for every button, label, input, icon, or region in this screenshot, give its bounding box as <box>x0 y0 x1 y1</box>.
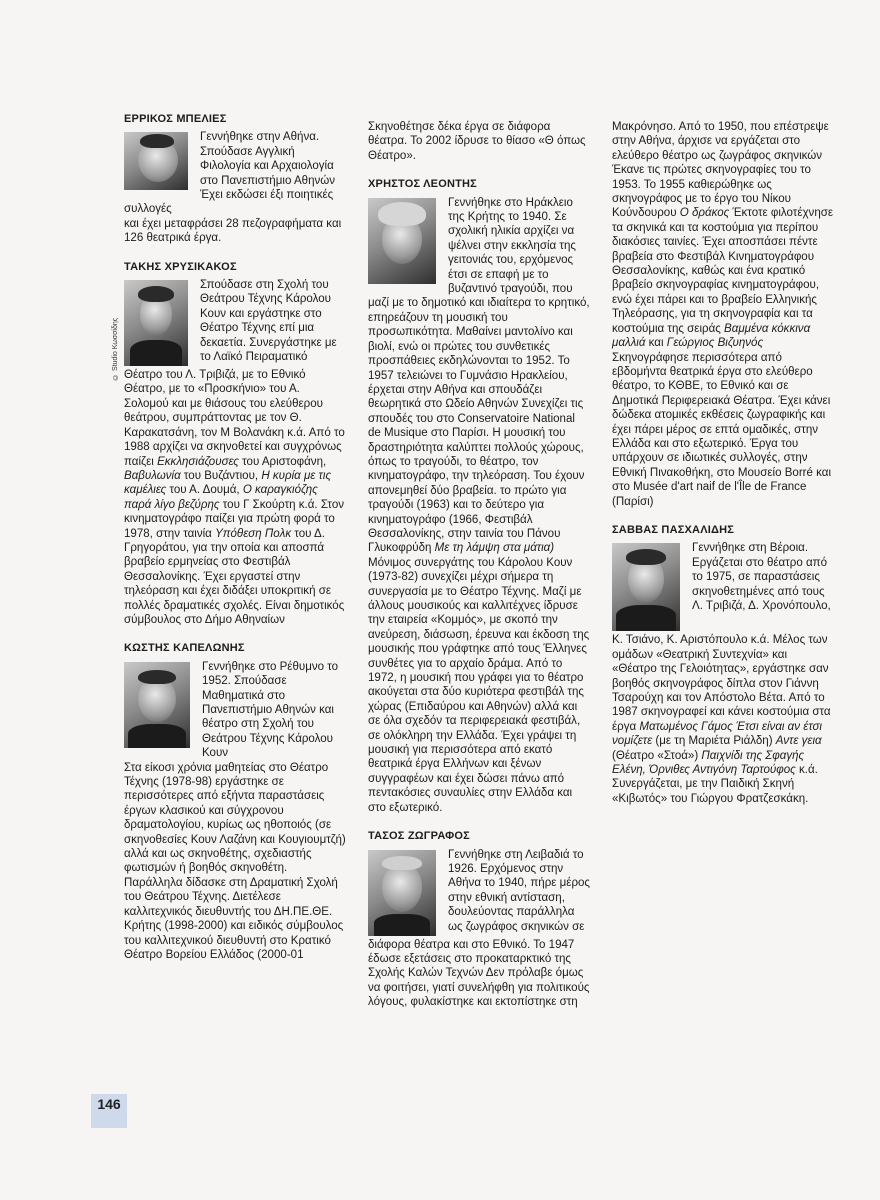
column-1 <box>124 112 346 976</box>
bio-continuation: Μακρόνησο. Από το 1950, που επέστρεψε στην Αθήνα, άρχισε να εργάζεται στο ελεύθερο θέατρο ως ζωγράφος σκηνικών Έκανε τις πρώτες σκηνογραφίες του το 1953. Το 1955 καθιερώθηκε ως σκηνογράφος με το έργο του Νίκου Κούνδουρου Ο δράκος Έκτοτε φιλοτέχνησε τα σκηνικά και τα κοστούμια για περίπου διακόσιες ταινίες. Έχει αποσπάσει πέντε βραβεία στο Φεστιβάλ Κινηματογράφου Θεσσαλονίκης, καθώς και ένα κρατικό βραβείο σκηνογραφίας κινηματογράφου, ενώ έχει πάρει και το βραβείο Ελληνικής Τηλεόρασης, για τη σκηνογραφία και τα κοστούμια της σειράς Βαμμένα κόκκινα μαλλιά και Γεώργιος Βιζυηνός Σκηνογράφησε περισσότερα από εβδομήντα θεατρικά έργα στο ελεύθερο θέατρο, το ΚΘΒΕ, το Εθνικό και σε Δημοτικά Περιφερειακά Θέατρα. Έχει κάνει δώδεκα ατομικές εκθέσεις ζωγραφικής και έχει πάρει μέρος σε επτά ομαδικές, στην Ελλάδα και στο εξωτερικό. Έργα του υπάρχουν σε ιδιωτικές συλλογές, στην Εθνική Πινακοθήκη, στο Μουσείο Borré και στο Musée d'art naif de l'Île de France (Παρίσι) <box>612 121 834 508</box>
bio-errikos-belies: ΕΡΡΙΚΟΣ ΜΠΕΛΙΕΣ Γεννήθηκε στην Αθήνα. Σπούδασε Αγγλική Φιλολογία και Αρχαιολογία στο Πανεπιστήμιο Αθηνών Έχει εκδώσει έξι ποιητικές συλλογές και έχει μεταφράσει 28 πεζογραφήματα και 126 θεατρικά έργα. <box>124 112 346 246</box>
bio-savvas-paschalidis: ΣΑΒΒΑΣ ΠΑΣΧΑΛΙΔΗΣ Γεννήθηκε στη Βέροια. Εργάζεται στο θέατρο από το 1975, σε παραστάσεις σκηνοθετημένες από τους Λ. Τριβιζά, Δ. Χρονόπουλο, Κ. Τσιάνο, Κ. Αριστόπουλο κ.ά. Μέλος των ομάδων «Θεατρική Συντεχνία» και «Θέατρο της Γελοιότητας», εργάστηκε σαν βοηθός σκηνογράφος δίπλα στον Γιάννη Τσαρούχη και τον Απόστολο Βέτα. Από το 1987 σκηνογραφεί και κάνει κοστούμια στα έργα Ματωμένος Γάμος Έτσι είναι αν έτσι νομίζετε (με τη Μαριέτα Ριάλδη) Αντε γεια (Θέατρο «Στοά») Παιχνίδι της Σφαγής Ελένη, Όρνιθες Αντιγόνη Ταρτούφος κ.ά. Συνεργάζεται, με την Παιδική Σκηνή «Κιβωτός» του Γιώργου Φρατζεσκάκη. <box>612 523 834 806</box>
bio-name: ΧΡΗΣΤΟΣ ΛΕΟΝΤΗΣ <box>368 178 477 191</box>
photo-credit: © Studio Κωσσίδης <box>112 317 119 380</box>
portrait-photo <box>124 132 188 190</box>
bio-continuation: Σκηνοθέτησε δέκα έργα σε διάφορα θέατρα. Το 2002 ίδρυσε το θίασο «Θ όπως Θέατρο». <box>368 121 586 162</box>
bio-name: ΕΡΡΙΚΟΣ ΜΠΕΛΙΕΣ <box>124 113 227 125</box>
bio-name: ΤΑΣΟΣ ΖΩΓΡΑΦΟΣ <box>368 830 470 843</box>
bio-name: ΤΑΚΗΣ ΧΡΥΣΙΚΑΚΟΣ <box>124 260 237 273</box>
portrait-photo <box>368 850 436 936</box>
bio-kostis-kapelonis: ΚΩΣΤΗΣ ΚΑΠΕΛΩΝΗΣ Γεννήθηκε στο Ρέθυμνο το 1952. Σπούδασε Μαθηματικά στο Πανεπιστήμιο Αθηνών και θέατρο στη Σχολή του Θεάτρου Τέχνης Κάρολου Κουν Στα είκοσι χρόνια μαθητείας στο Θέατρο Τέχνης (1978-98) εργάστηκε σε περισσότερες από εξήντα παραστάσεις έργων κλασικού και σύγχρονου δραματολογίου, κυρίως ως ηθοποιός (σε σκηνοθεσίες Κουν Λαζάνη και Κουγιουμτζή) αλλά και ως σκηνοθέτης, σχεδιαστής φωτισμών ή βοηθός σκηνοθέτη. Παράλληλα δίδασκε στη Δραματική Σχολή του Θεάτρου Τέχνης. Διετέλεσε καλλιτεχνικός διευθυντής του ΔΗ.ΠΕ.ΘΕ. Κρήτης (1998-2000) και ειδικός σύμβουλος του καλλιτεχνικού διευθυντή στο Κρατικό Θέατρο Βορείου Ελλάδος (2000-01 <box>124 642 346 961</box>
bio-name: ΣΑΒΒΑΣ ΠΑΣΧΑΛΙΔΗΣ <box>612 523 735 536</box>
bio-takis-chrysikakos: ΤΑΚΗΣ ΧΡΥΣΙΚΑΚΟΣ Σπούδασε στη Σχολή του Θεάτρου Τέχνης Κάρολου Κουν και εργάστηκε στο Θέατρο Τέχνης επί μια δεκαετία. Συνεργάστηκε με το Λαϊκό Πειραματικό Θέατρο του Λ. Τριβιζά, με το Εθνικό Θέατρο, με το «Προσκήνιο» του Α. Σολομού και με θιάσους του ελεύθερου θεάτρου, συμπράττοντας με τον Θ. Καρακατσάνη, τον Μ Βολανάκη κ.ά. Από το 1988 αρχίζει να σκηνοθετεί και συγχρόνως παίζει Εκκλησιάζουσες του Αριστοφάνη, Βαβυλωνία του Βυζάντιου, Η κυρία με τις καμέλιες του Α. Δουμά, Ο καραγκιόζης παρά λίγο βεζύρης του Γ Σκούρτη κ.ά. Στον κινηματογράφο παίζει για πρώτη φορά το 1978, στην ταινία Υπόθεση Πολκ του Δ. Γρηγοράτου, για την οποία και αποσπά βραβείο ερμηνείας στο Φεστιβάλ Θεσσαλονίκης. Έχει εργαστεί στην τηλεόραση και έχει διδάξει υποκριτική σε πολλές δραματικές σχολές. Είναι δημοτικός σύμβουλος στο Δήμο Αθηναίων <box>124 260 345 626</box>
portrait-photo <box>124 280 188 366</box>
column-3 <box>612 120 834 820</box>
bio-christos-leontis: ΧΡΗΣΤΟΣ ΛΕΟΝΤΗΣ Γεννήθηκε στο Ηράκλειο της Κρήτης το 1940. Σε σχολική ηλικία αρχίζει να ψέλνει στην εκκλησία της γειτονιάς του, ερχόμενος έτσι σε επαφή με το βυζαντινό τραγούδι, που μαζί με το δημοτικό και ιδιαίτερα το κρητικό, επηρεάζουν τη μουσική του προσωπικότητα. Μαθαίνει μαντολίνο και βιολί, ενώ οι πρώτες του συνθετικές προσπάθειες εκδηλώνονται το 1952. Το 1957 τελειώνει το Γυμνάσιο Ηρακλείου, έρχεται στην Αθήνα και σπουδάζει θεωρητικά στο Ωδείο Αθηνών Συνεχίζει τις σπουδές του στο Conservatoire National de Musique στο Παρίσι. Η μουσική του δραστηριότητα καλύπτει πολλούς χώρους, όπως το τραγούδι, το θέατρο, τον κινηματογράφο, την τηλεόραση. Του έχουν απονεμηθεί δύο βραβεία. το πρώτο για τραγούδι (1963) και το δεύτερο για κινηματογράφο (1966, Φεστιβάλ Θεσσαλονίκης, στην ταινία του Πάνου Γλυκοφρύδη Με τη λάμψη στα μάτια) Μόνιμος συνεργάτης του Κάρολου Κουν (1973-82) συνεχίζει μέχρι σήμερα τη συνεργασία με το Θέατρο Τέχνης. Μαζί με άλλους μουσικούς και καλλιτέχνες ίδρυσε την εταιρεία «Κομμός», με σκοπό την ανεύρεση, διάσωση, έρευνα και έκδοση της μουσικής που γράφτηκε από τους Έλληνες συνθέτες για το αρχαίο δράμα. Από το 1972, η μουσική που γράφει για το θέατρο ακούγεται στα δύο κυριότερα φεστιβάλ της χώρας (Επιδαύρου και Αθηνών) αλλά και σε όλα σχεδόν τα περιφερειακά φεστιβάλ, σε ολόκληρη την Ελλάδα. Έχει γράψει τη μουσική για περισσότερα από εκατό θεατρικά έργα Ελλήνων και ξένων συγγραφέων και έχει δώσει πάνω από πεντακόσιες συναυλίες στην Ελλάδα και στο εξωτερικό. <box>368 178 590 814</box>
portrait-photo <box>368 198 436 284</box>
bio-tasos-zografos: ΤΑΣΟΣ ΖΩΓΡΑΦΟΣ Γεννήθηκε στη Λειβαδιά το 1926. Ερχόμενος στην Αθήνα το 1940, πήρε μέρος στην εθνική αντίσταση, δουλεύοντας παράλληλα ως ζωγράφος σκηνικών σε διάφορα θέατρα και στο Εθνικό. Το 1947 έδωσε εξετάσεις στο προκαταρκτικό της Σχολής Καλών Τεχνών Δεν πρόλαβε όμως να φοιτήσει, γιατί συνελήφθη για πολιτικούς λόγους, φυλακίστηκε και εκτοπίστηκε στη <box>368 830 591 1009</box>
column-2 <box>368 120 590 1024</box>
portrait-photo <box>124 662 190 748</box>
page-number: 146 <box>91 1094 127 1128</box>
portrait-photo <box>612 543 680 631</box>
bio-name: ΚΩΣΤΗΣ ΚΑΠΕΛΩΝΗΣ <box>124 642 245 655</box>
